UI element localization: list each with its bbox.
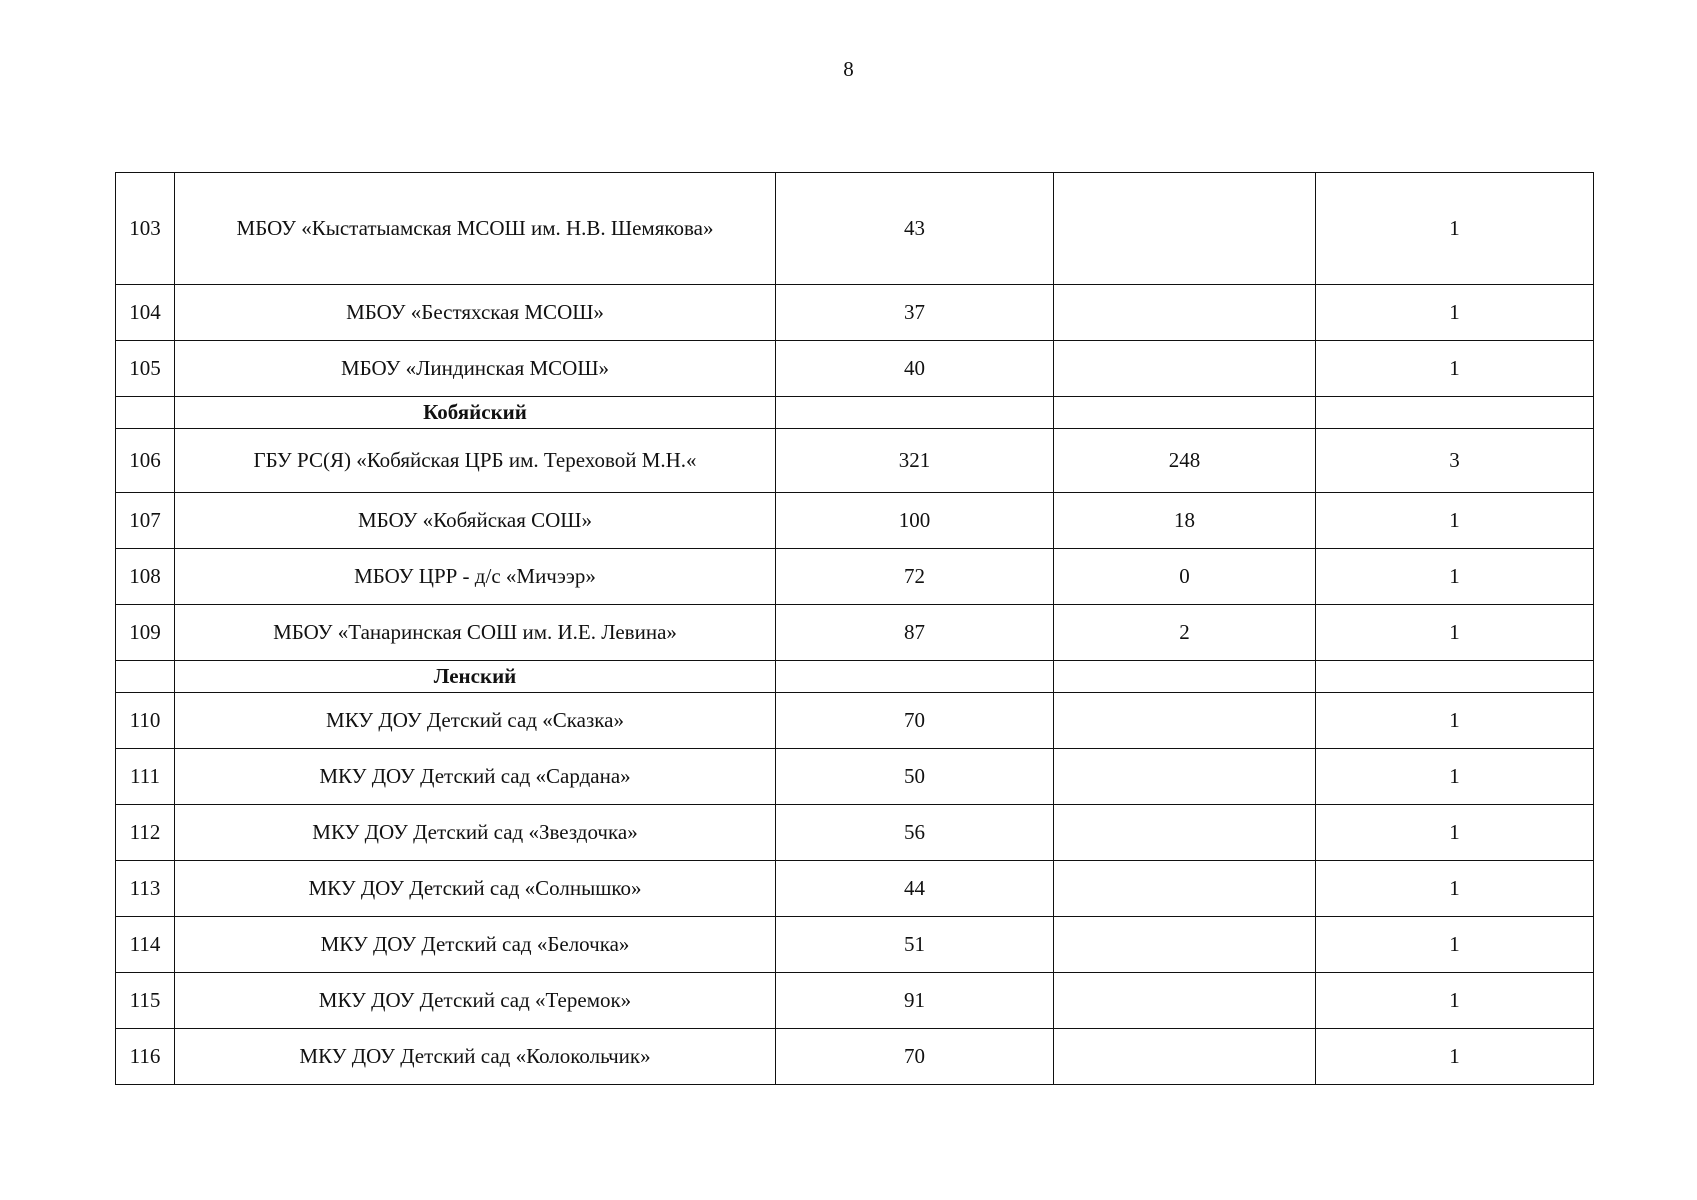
value-3-cell: 1 [1316, 693, 1594, 749]
value-2-cell: 0 [1054, 549, 1316, 605]
row-number-cell: 110 [116, 693, 175, 749]
value-1-cell: 40 [776, 341, 1054, 397]
value-1-cell: 100 [776, 493, 1054, 549]
value-2-cell [1054, 397, 1316, 429]
value-2-cell: 248 [1054, 429, 1316, 493]
value-2-cell: 2 [1054, 605, 1316, 661]
section-name-cell: Кобяйский [175, 397, 776, 429]
value-1-cell: 72 [776, 549, 1054, 605]
value-1-cell: 70 [776, 693, 1054, 749]
value-1-cell: 50 [776, 749, 1054, 805]
institution-name-cell: МКУ ДОУ Детский сад «Сказка» [175, 693, 776, 749]
value-3-cell: 1 [1316, 285, 1594, 341]
institution-name-cell: МКУ ДОУ Детский сад «Теремок» [175, 973, 776, 1029]
table-row [116, 917, 1594, 973]
value-1-cell: 70 [776, 1029, 1054, 1085]
row-number-cell: 103 [116, 173, 175, 285]
value-2-cell [1054, 1029, 1316, 1085]
value-3-cell: 1 [1316, 341, 1594, 397]
value-1-cell: 51 [776, 917, 1054, 973]
table-row [116, 605, 1594, 661]
value-3-cell: 3 [1316, 429, 1594, 493]
row-number-cell: 105 [116, 341, 175, 397]
value-2-cell [1054, 285, 1316, 341]
value-1-cell: 321 [776, 429, 1054, 493]
institution-name-cell: МКУ ДОУ Детский сад «Сардана» [175, 749, 776, 805]
value-2-cell [1054, 749, 1316, 805]
table-row [116, 973, 1594, 1029]
value-3-cell: 1 [1316, 173, 1594, 285]
value-2-cell [1054, 173, 1316, 285]
row-number-cell: 106 [116, 429, 175, 493]
value-3-cell: 1 [1316, 917, 1594, 973]
row-number-cell: 114 [116, 917, 175, 973]
row-number-cell: 111 [116, 749, 175, 805]
row-number-cell [116, 397, 175, 429]
value-2-cell [1054, 341, 1316, 397]
value-3-cell: 1 [1316, 493, 1594, 549]
institution-name-cell: МБОУ «Танаринская СОШ им. И.Е. Левина» [175, 605, 776, 661]
value-3-cell: 1 [1316, 861, 1594, 917]
value-2-cell [1054, 917, 1316, 973]
value-3-cell: 1 [1316, 805, 1594, 861]
table-row [116, 429, 1594, 493]
value-2-cell [1054, 661, 1316, 693]
table-row [116, 341, 1594, 397]
row-number-cell: 108 [116, 549, 175, 605]
table-row [116, 861, 1594, 917]
value-1-cell: 91 [776, 973, 1054, 1029]
value-2-cell [1054, 693, 1316, 749]
value-1-cell: 56 [776, 805, 1054, 861]
institution-name-cell: МБОУ «Кыстатыамская МСОШ им. Н.В. Шемякова» [175, 173, 776, 285]
institution-name-cell: ГБУ РС(Я) «Кобяйская ЦРБ им. Тереховой М.Н.« [175, 429, 776, 493]
table-row [116, 805, 1594, 861]
value-3-cell: 1 [1316, 1029, 1594, 1085]
row-number-cell: 115 [116, 973, 175, 1029]
table-row [116, 549, 1594, 605]
institution-name-cell: МБОУ «Линдинская МСОШ» [175, 341, 776, 397]
row-number-cell: 104 [116, 285, 175, 341]
value-3-cell [1316, 661, 1594, 693]
table-row [116, 749, 1594, 805]
page-number: 8 [843, 57, 854, 81]
table-row [116, 493, 1594, 549]
institution-name-cell: МКУ ДОУ Детский сад «Колокольчик» [175, 1029, 776, 1085]
value-3-cell: 1 [1316, 605, 1594, 661]
section-name-cell: Ленский [175, 661, 776, 693]
value-3-cell [1316, 397, 1594, 429]
row-number-cell [116, 661, 175, 693]
table-body [116, 173, 1594, 1085]
value-2-cell [1054, 973, 1316, 1029]
value-2-cell: 18 [1054, 493, 1316, 549]
value-1-cell: 87 [776, 605, 1054, 661]
value-1-cell [776, 397, 1054, 429]
value-2-cell [1054, 805, 1316, 861]
value-1-cell [776, 661, 1054, 693]
section-header-row [116, 661, 1594, 693]
institution-name-cell: МКУ ДОУ Детский сад «Звездочка» [175, 805, 776, 861]
institution-name-cell: МКУ ДОУ Детский сад «Солнышко» [175, 861, 776, 917]
institution-name-cell: МБОУ ЦРР - д/с «Мичээр» [175, 549, 776, 605]
value-1-cell: 44 [776, 861, 1054, 917]
value-3-cell: 1 [1316, 549, 1594, 605]
row-number-cell: 109 [116, 605, 175, 661]
table-row [116, 285, 1594, 341]
row-number-cell: 107 [116, 493, 175, 549]
table-row [116, 173, 1594, 285]
value-3-cell: 1 [1316, 749, 1594, 805]
value-1-cell: 37 [776, 285, 1054, 341]
section-header-row [116, 397, 1594, 429]
table-row [116, 693, 1594, 749]
value-1-cell: 43 [776, 173, 1054, 285]
institution-name-cell: МБОУ «Кобяйская СОШ» [175, 493, 776, 549]
row-number-cell: 113 [116, 861, 175, 917]
table-row [116, 1029, 1594, 1085]
institution-name-cell: МКУ ДОУ Детский сад «Белочка» [175, 917, 776, 973]
value-2-cell [1054, 861, 1316, 917]
row-number-cell: 112 [116, 805, 175, 861]
value-3-cell: 1 [1316, 973, 1594, 1029]
row-number-cell: 116 [116, 1029, 175, 1085]
institutions-table [115, 172, 1594, 1085]
institution-name-cell: МБОУ «Бестяхская МСОШ» [175, 285, 776, 341]
